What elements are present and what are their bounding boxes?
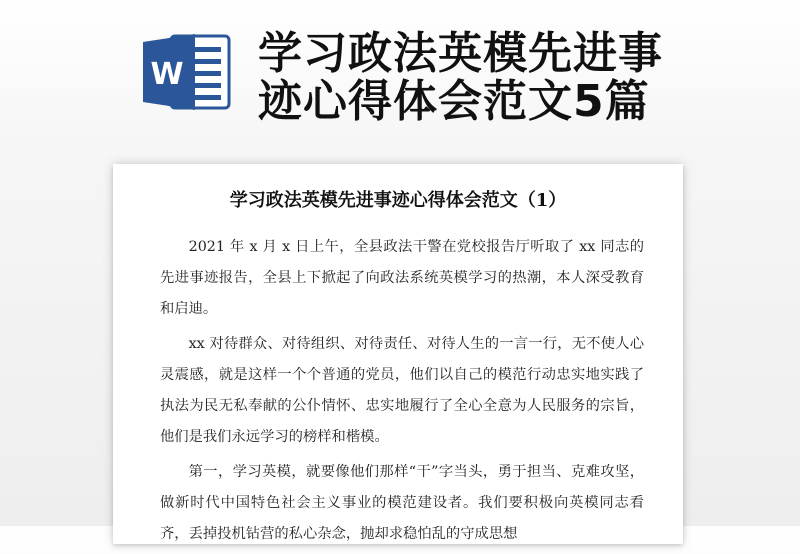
document-preview (113, 164, 683, 544)
word-document-icon (143, 32, 233, 112)
page-title-line-2: 迹心得体会范文5篇 (258, 76, 650, 127)
word-logo-letter: W (150, 57, 184, 92)
page-title (258, 30, 778, 126)
page-header (0, 0, 800, 150)
paragraph: xx 对待群众、对待组织、对待责任、对待人生的一言一行，无不使人心灵震感，就是这样一个个普通的党员，他们以自己的模范行动忠实地实践了执法为民无私奉献的公仆情怀、忠实地履行了全心全意为人民服务的宗旨，他们是我们永远学习的榜样和楷模。 (160, 336, 644, 445)
paragraph: 第一，学习英模，就要像他们那样“干”字当头，勇于担当、克难攻坚，做新时代中国特色社会主义事业的模范建设者。我们要积极向英模同志看齐，丢掉投机钻营的私心杂念，抛却求稳怕乱的守成思想 (160, 464, 644, 542)
paragraph: 2021 年 x 月 x 日上午，全县政法干警在党校报告厅听取了 xx 同志的先进事迹报告，全县上下掀起了向政法系统英模学习的热潮，本人深受教育和启迪。 (160, 239, 644, 317)
document-body (160, 232, 644, 554)
page-title-line-1: 学习政法英模先进事 (258, 28, 663, 79)
document-heading: 学习政法英模先进事迹心得体会范文（1） (229, 190, 567, 211)
